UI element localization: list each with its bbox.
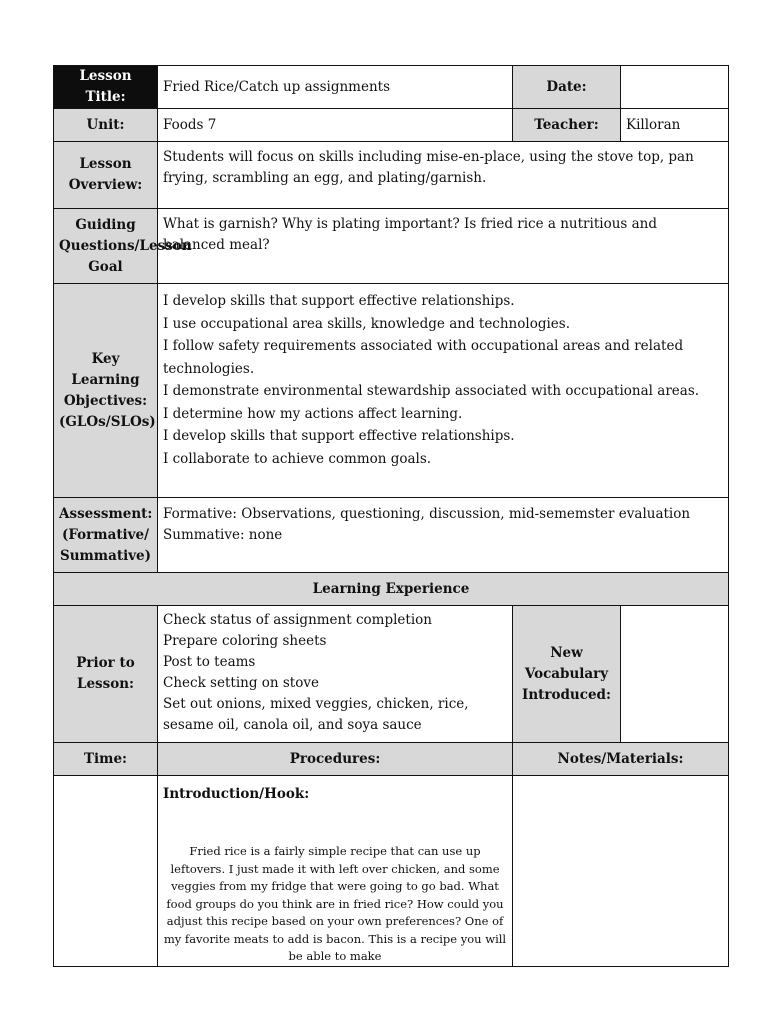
notes-cell bbox=[513, 776, 729, 967]
assessment-item: Summative: none bbox=[163, 527, 283, 543]
notes-label: Notes/Materials: bbox=[513, 743, 729, 776]
guiding-row bbox=[54, 209, 729, 284]
date-label: Date: bbox=[513, 66, 621, 109]
lesson-title-value: Fried Rice/Catch up assignments bbox=[158, 66, 513, 109]
teacher-value: Killoran bbox=[621, 109, 729, 142]
procedures-header-row bbox=[54, 743, 729, 776]
prior-item: sesame oil, canola oil, and soya sauce bbox=[163, 717, 422, 733]
prior-list bbox=[158, 606, 513, 743]
vocab-label: New Vocabulary Introduced: bbox=[513, 606, 621, 743]
objective-item: I demonstrate environmental stewardship associated with occupational areas. bbox=[163, 383, 700, 399]
time-cell bbox=[54, 776, 158, 967]
vocab-value bbox=[621, 606, 729, 743]
prior-item: Check status of assignment completion bbox=[163, 612, 432, 628]
prior-label: Prior to Lesson: bbox=[54, 606, 158, 743]
lesson-plan-table bbox=[53, 65, 729, 967]
assessment-item: Formative: Observations, questioning, discussion, mid-sememster evaluation bbox=[163, 506, 691, 522]
guiding-label: Guiding Questions/Lesson Goal bbox=[54, 209, 158, 284]
teacher-label: Teacher: bbox=[513, 109, 621, 142]
prior-item: Post to teams bbox=[163, 654, 256, 670]
lesson-title-row bbox=[54, 66, 729, 109]
objectives-list bbox=[158, 284, 729, 498]
objective-item: I follow safety requirements associated with occupational areas and related technologies. bbox=[163, 338, 684, 377]
objective-item: I collaborate to achieve common goals. bbox=[163, 450, 432, 467]
procedures-label: Procedures: bbox=[158, 743, 513, 776]
prior-item: Set out onions, mixed veggies, chicken, rice, bbox=[163, 696, 469, 712]
procedures-body-row bbox=[54, 776, 729, 967]
objectives-row bbox=[54, 284, 729, 498]
overview-row bbox=[54, 142, 729, 209]
objective-item: I develop skills that support effective relationships. bbox=[163, 293, 515, 309]
hook-text: Fried rice is a fairly simple recipe that can use up leftovers. I just made it with left over chicken, and some veggies from my fridge that were going to go bad. What food groups do you think are in fried rice? How could you adjust this recipe based on your own preferences? One of my favorite meats to add is bacon. This is a recipe you will be able to make bbox=[163, 844, 507, 963]
guiding-text: What is garnish? Why is plating important? Is fried rice a nutritious and balanced meal? bbox=[158, 209, 729, 284]
time-label: Time: bbox=[54, 743, 158, 776]
objective-item: I develop skills that support effective relationships. bbox=[163, 428, 515, 444]
unit-row bbox=[54, 109, 729, 142]
learning-experience-heading: Learning Experience bbox=[54, 573, 729, 606]
unit-label: Unit: bbox=[54, 109, 158, 142]
unit-value: Foods 7 bbox=[158, 109, 513, 142]
assessment-label: Assessment: (Formative/ Summative) bbox=[54, 498, 158, 573]
overview-label: Lesson Overview: bbox=[54, 142, 158, 209]
assessment-list bbox=[158, 498, 729, 573]
prior-row bbox=[54, 606, 729, 743]
lesson-title-label: Lesson Title: bbox=[54, 66, 158, 109]
assessment-row bbox=[54, 498, 729, 573]
objective-item: I use occupational area skills, knowledge and technologies. bbox=[163, 315, 570, 332]
prior-item: Check setting on stove bbox=[163, 675, 319, 691]
hook-title: Introduction/Hook: bbox=[163, 786, 310, 802]
overview-text: Students will focus on skills including mise-en-place, using the stove top, pan frying, scrambling an egg, and plating/garnish. bbox=[158, 142, 729, 209]
learning-experience-row bbox=[54, 573, 729, 606]
procedures-cell bbox=[158, 776, 513, 967]
objectives-label: Key Learning Objectives: (GLOs/SLOs) bbox=[54, 284, 158, 498]
prior-item: Prepare coloring sheets bbox=[163, 633, 327, 649]
date-value bbox=[621, 66, 729, 109]
objective-item: I determine how my actions affect learning. bbox=[163, 405, 463, 422]
